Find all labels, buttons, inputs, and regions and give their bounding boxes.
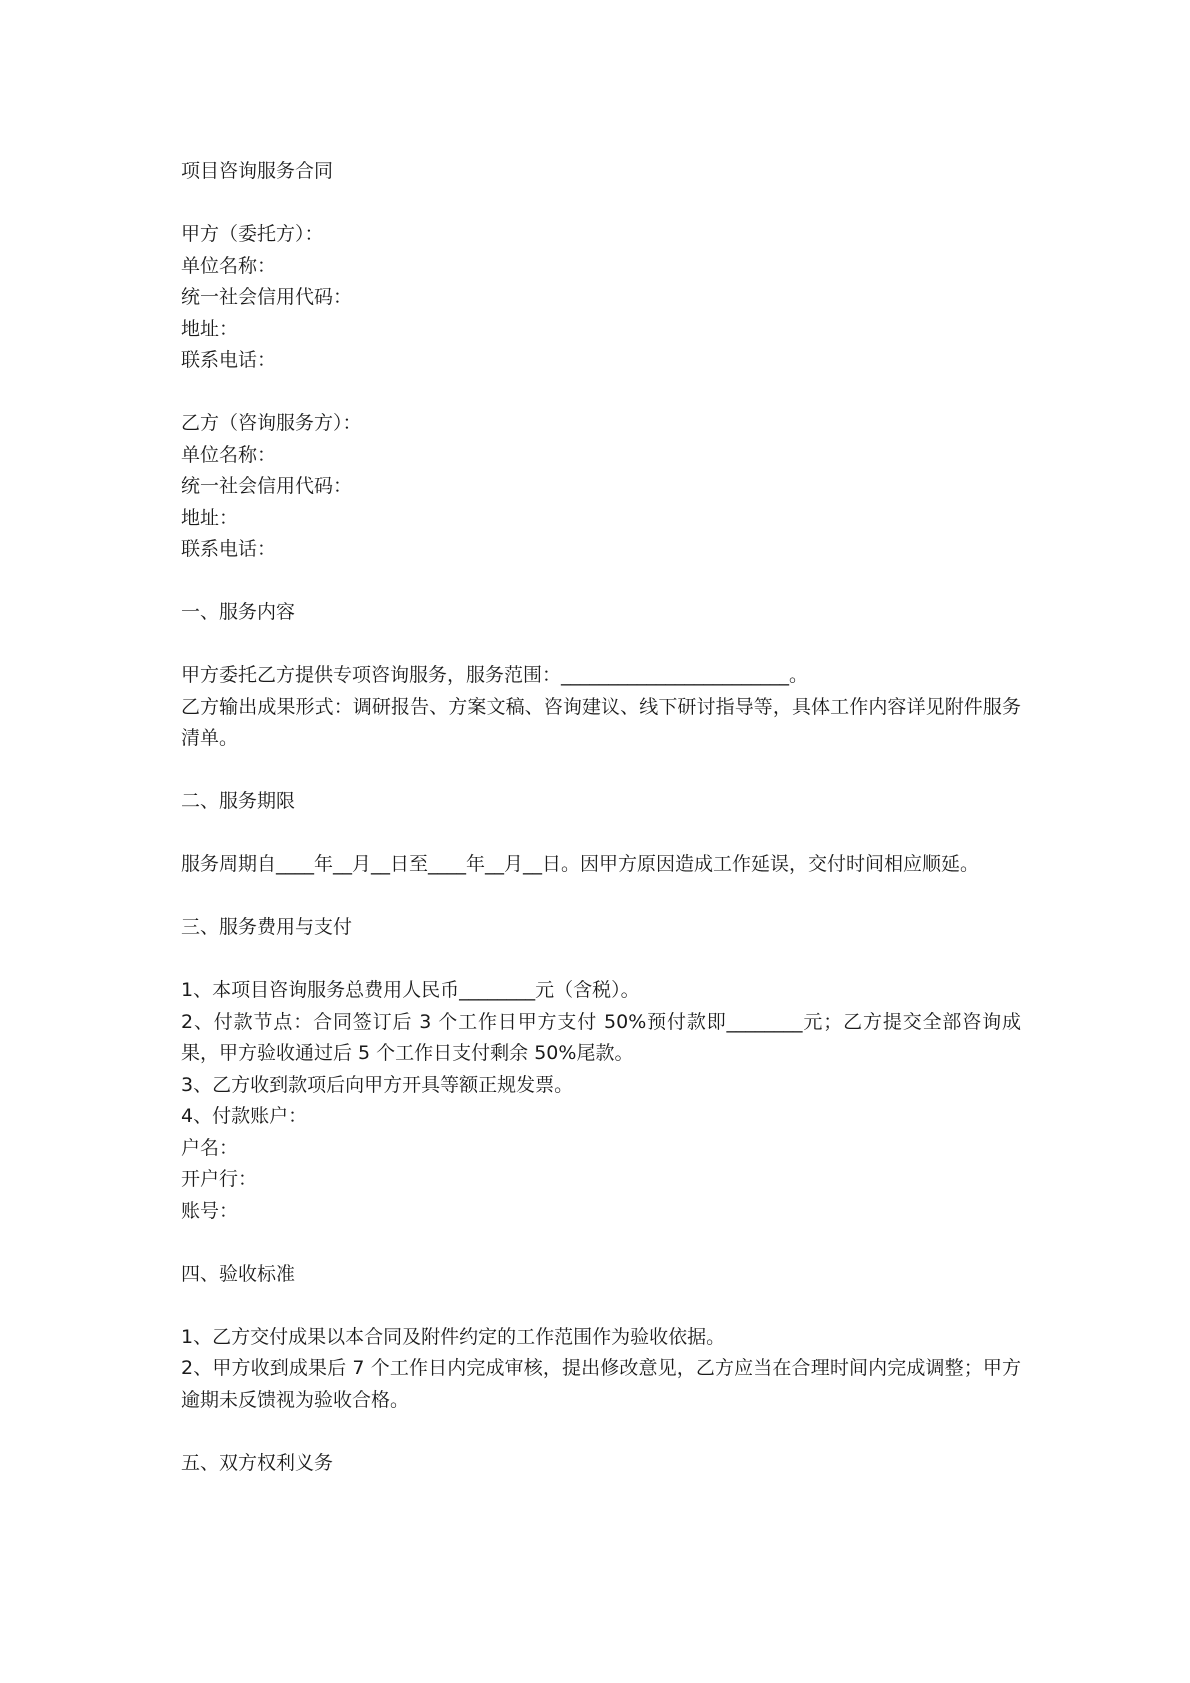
spacer xyxy=(181,944,1021,976)
party-b-phone-label: 联系电话： xyxy=(181,538,277,560)
bank-label: 开户行： xyxy=(181,1168,258,1190)
section-2-paragraph-1: 服务周期自____年__月__日至____年__月__日。因甲方原因造成工作延误，交付时间相应顺延。 xyxy=(181,853,980,875)
section-4-item-1: 1、乙方交付成果以本合同及附件约定的工作范围作为验收依据。 xyxy=(181,1325,726,1348)
account-name-label: 户名： xyxy=(181,1136,239,1159)
party-a-heading: 甲方（委托方）： xyxy=(181,223,324,245)
spacer xyxy=(181,1290,1021,1322)
account-number-label: 账号： xyxy=(181,1199,239,1222)
spacer xyxy=(181,377,1021,409)
section-2-heading: 二、服务期限 xyxy=(181,790,296,812)
section-5-heading: 五、双方权利义务 xyxy=(181,1451,334,1474)
party-b-heading: 乙方（咨询服务方）： xyxy=(181,412,362,434)
section-4-heading: 四、验收标准 xyxy=(181,1262,296,1285)
spacer xyxy=(181,1227,1021,1259)
spacer xyxy=(181,755,1021,787)
party-a-code-label: 统一社会信用代码： xyxy=(181,286,353,308)
spacer xyxy=(181,188,1021,220)
document-title: 项目咨询服务合同 xyxy=(181,160,334,182)
spacer xyxy=(181,629,1021,661)
section-3-item-2: 2、付款节点：合同签订后 3 个工作日甲方支付 50%预付款即________元；乙方提交全部咨询成果，甲方验收通过后 5 个工作日支付剩余 50%尾款。 xyxy=(181,1010,1021,1064)
party-b-name-label: 单位名称： xyxy=(181,443,277,466)
section-3-item-3: 3、乙方收到款项后向甲方开具等额正规发票。 xyxy=(181,1073,574,1096)
section-1-paragraph-1: 甲方委托乙方提供专项咨询服务，服务范围：________________________。 xyxy=(181,664,809,686)
party-a-address-label: 地址： xyxy=(181,317,239,340)
section-3-item-4: 4、付款账户： xyxy=(181,1105,308,1127)
section-1-paragraph-2: 乙方输出成果形式：调研报告、方案文稿、咨询建议、线下研讨指导等，具体工作内容详见附件服务清单。 xyxy=(181,695,1021,749)
section-1-heading: 一、服务内容 xyxy=(181,601,296,623)
spacer xyxy=(181,566,1021,598)
party-a-name-label: 单位名称： xyxy=(181,254,277,277)
party-b-code-label: 统一社会信用代码： xyxy=(181,475,353,497)
section-3-item-1: 1、本项目咨询服务总费用人民币________元（含税）。 xyxy=(181,979,640,1001)
spacer xyxy=(181,1416,1021,1448)
party-b-address-label: 地址： xyxy=(181,506,239,529)
spacer xyxy=(181,881,1021,913)
spacer xyxy=(181,818,1021,850)
party-a-phone-label: 联系电话： xyxy=(181,349,277,371)
section-3-heading: 三、服务费用与支付 xyxy=(181,916,353,938)
section-4-item-2: 2、甲方收到成果后 7 个工作日内完成审核，提出修改意见，乙方应当在合理时间内完成调整；甲方逾期未反馈视为验收合格。 xyxy=(181,1357,1021,1411)
document-body xyxy=(181,156,1021,1479)
